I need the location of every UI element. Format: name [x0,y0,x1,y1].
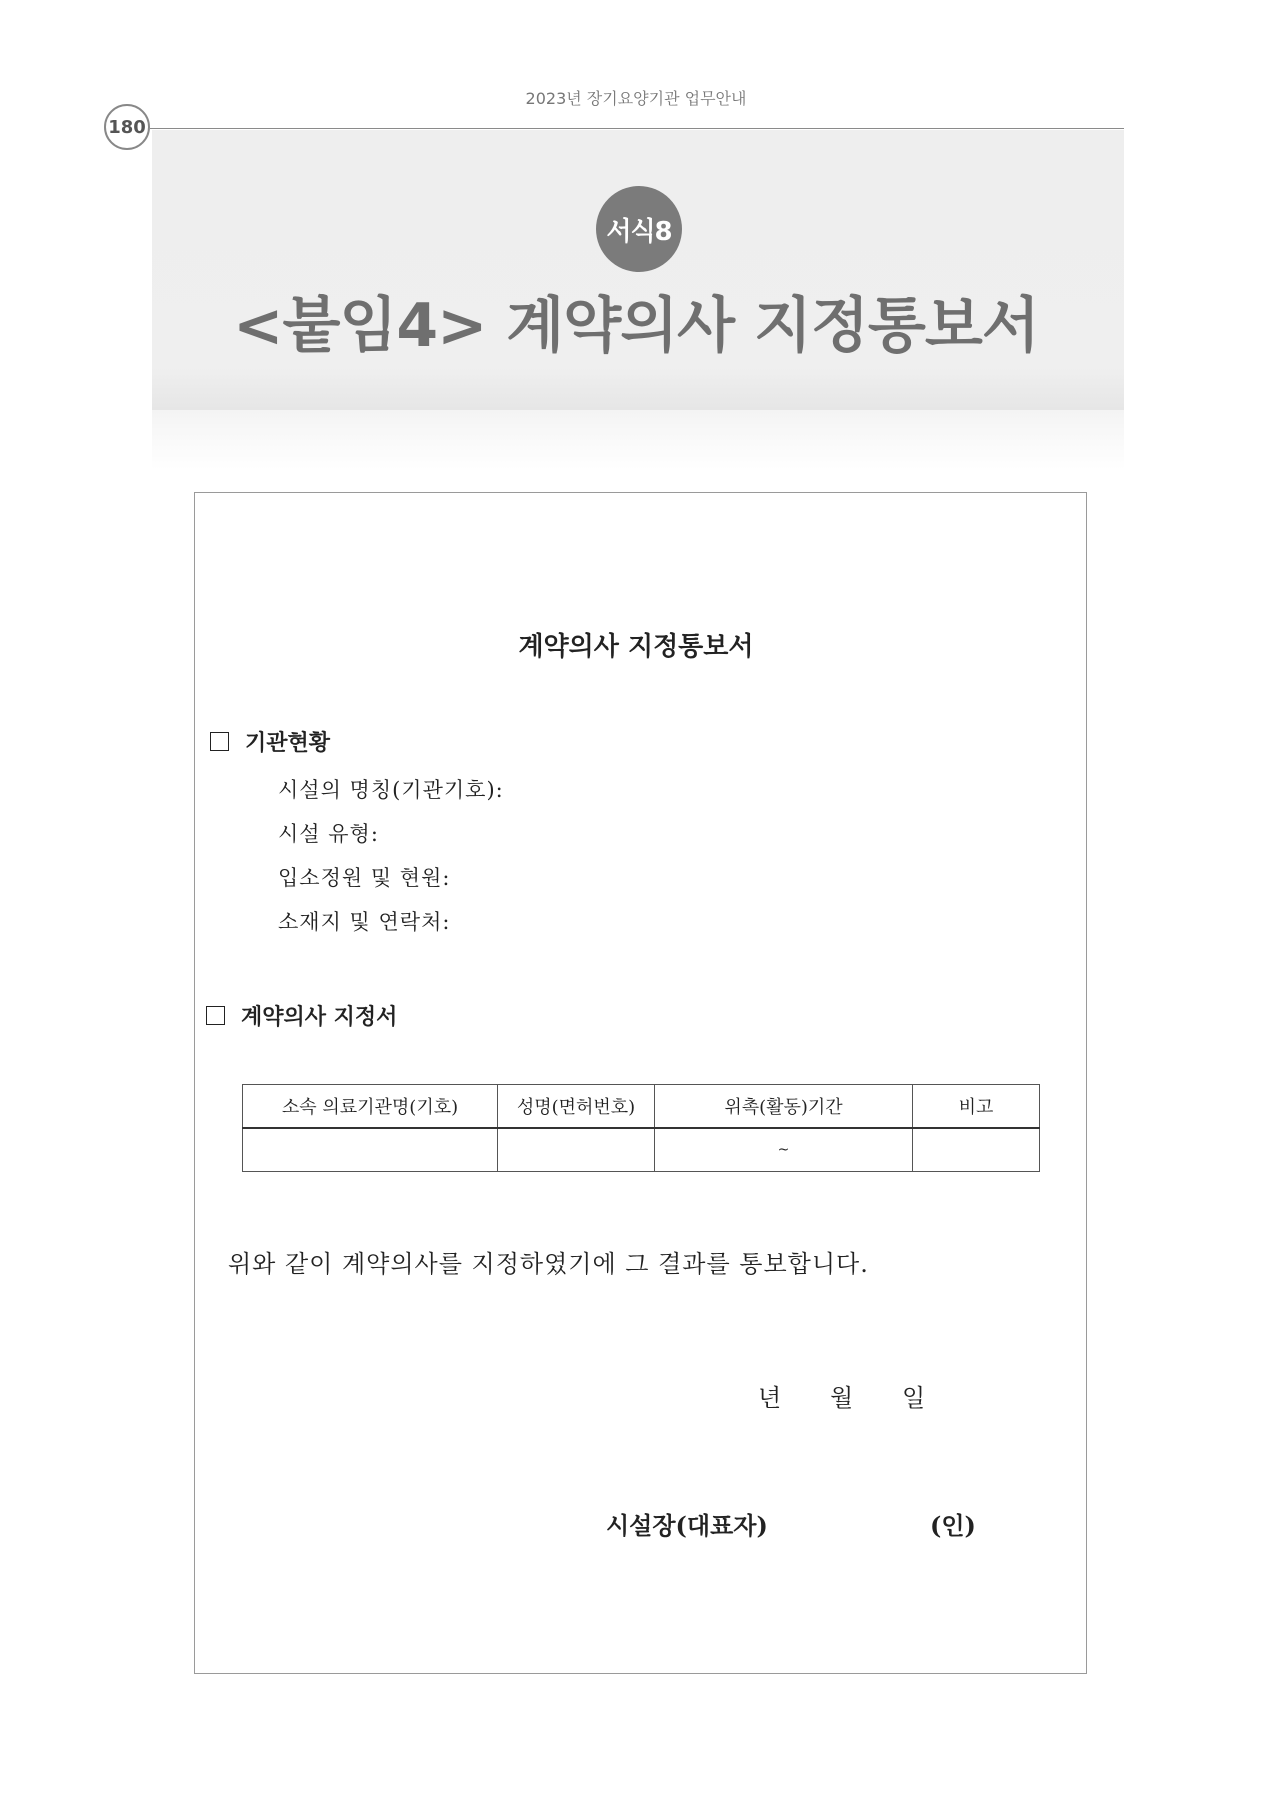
section-heading: 기관현황 [245,730,331,756]
form-badge: 서식8 [596,186,682,272]
form-title: 계약의사 지정통보서 [518,632,754,662]
running-header: 2023년 장기요양기관 업무안내 [525,89,747,108]
page-number: 180 [104,104,150,150]
notification-statement: 위와 같이 계약의사를 지정하였기에 그 결과를 통보합니다. [228,1250,869,1278]
field-address-contact: 소재지 및 연락처: [278,910,451,934]
section-institution-status [210,726,330,757]
table-cell [913,1128,1040,1172]
form-frame [194,492,1087,1674]
section-heading: 계약의사 지정서 [241,1004,398,1030]
page-title: <붙임4> 계약의사 지정통보서 [233,291,1039,361]
checkbox-icon [210,732,229,751]
column-header: 소속 의료기관명(기호) [243,1085,498,1129]
date-day-label: 일 [902,1384,926,1412]
table-cell: ~ [655,1128,913,1172]
field-facility-type: 시설 유형: [278,822,379,846]
banner-fade [152,410,1124,470]
header-rule [150,128,1124,129]
section-doctor-designation [206,1000,397,1031]
table-cell [498,1128,655,1172]
seal-label: (인) [930,1511,976,1540]
table-cell [243,1128,498,1172]
field-capacity: 입소정원 및 현원: [278,866,451,890]
date-year-label: 년 [758,1384,782,1412]
checkbox-icon [206,1006,225,1025]
column-header: 성명(면허번호) [498,1085,655,1129]
date-month-label: 월 [830,1384,854,1412]
table-header-row [243,1085,1040,1129]
column-header: 위촉(활동)기간 [655,1085,913,1129]
designation-table [242,1084,1040,1172]
signature-label: 시설장(대표자) [606,1511,768,1540]
field-facility-name: 시설의 명칭(기관기호): [278,778,504,802]
table-row [243,1128,1040,1172]
column-header: 비고 [913,1085,1040,1129]
